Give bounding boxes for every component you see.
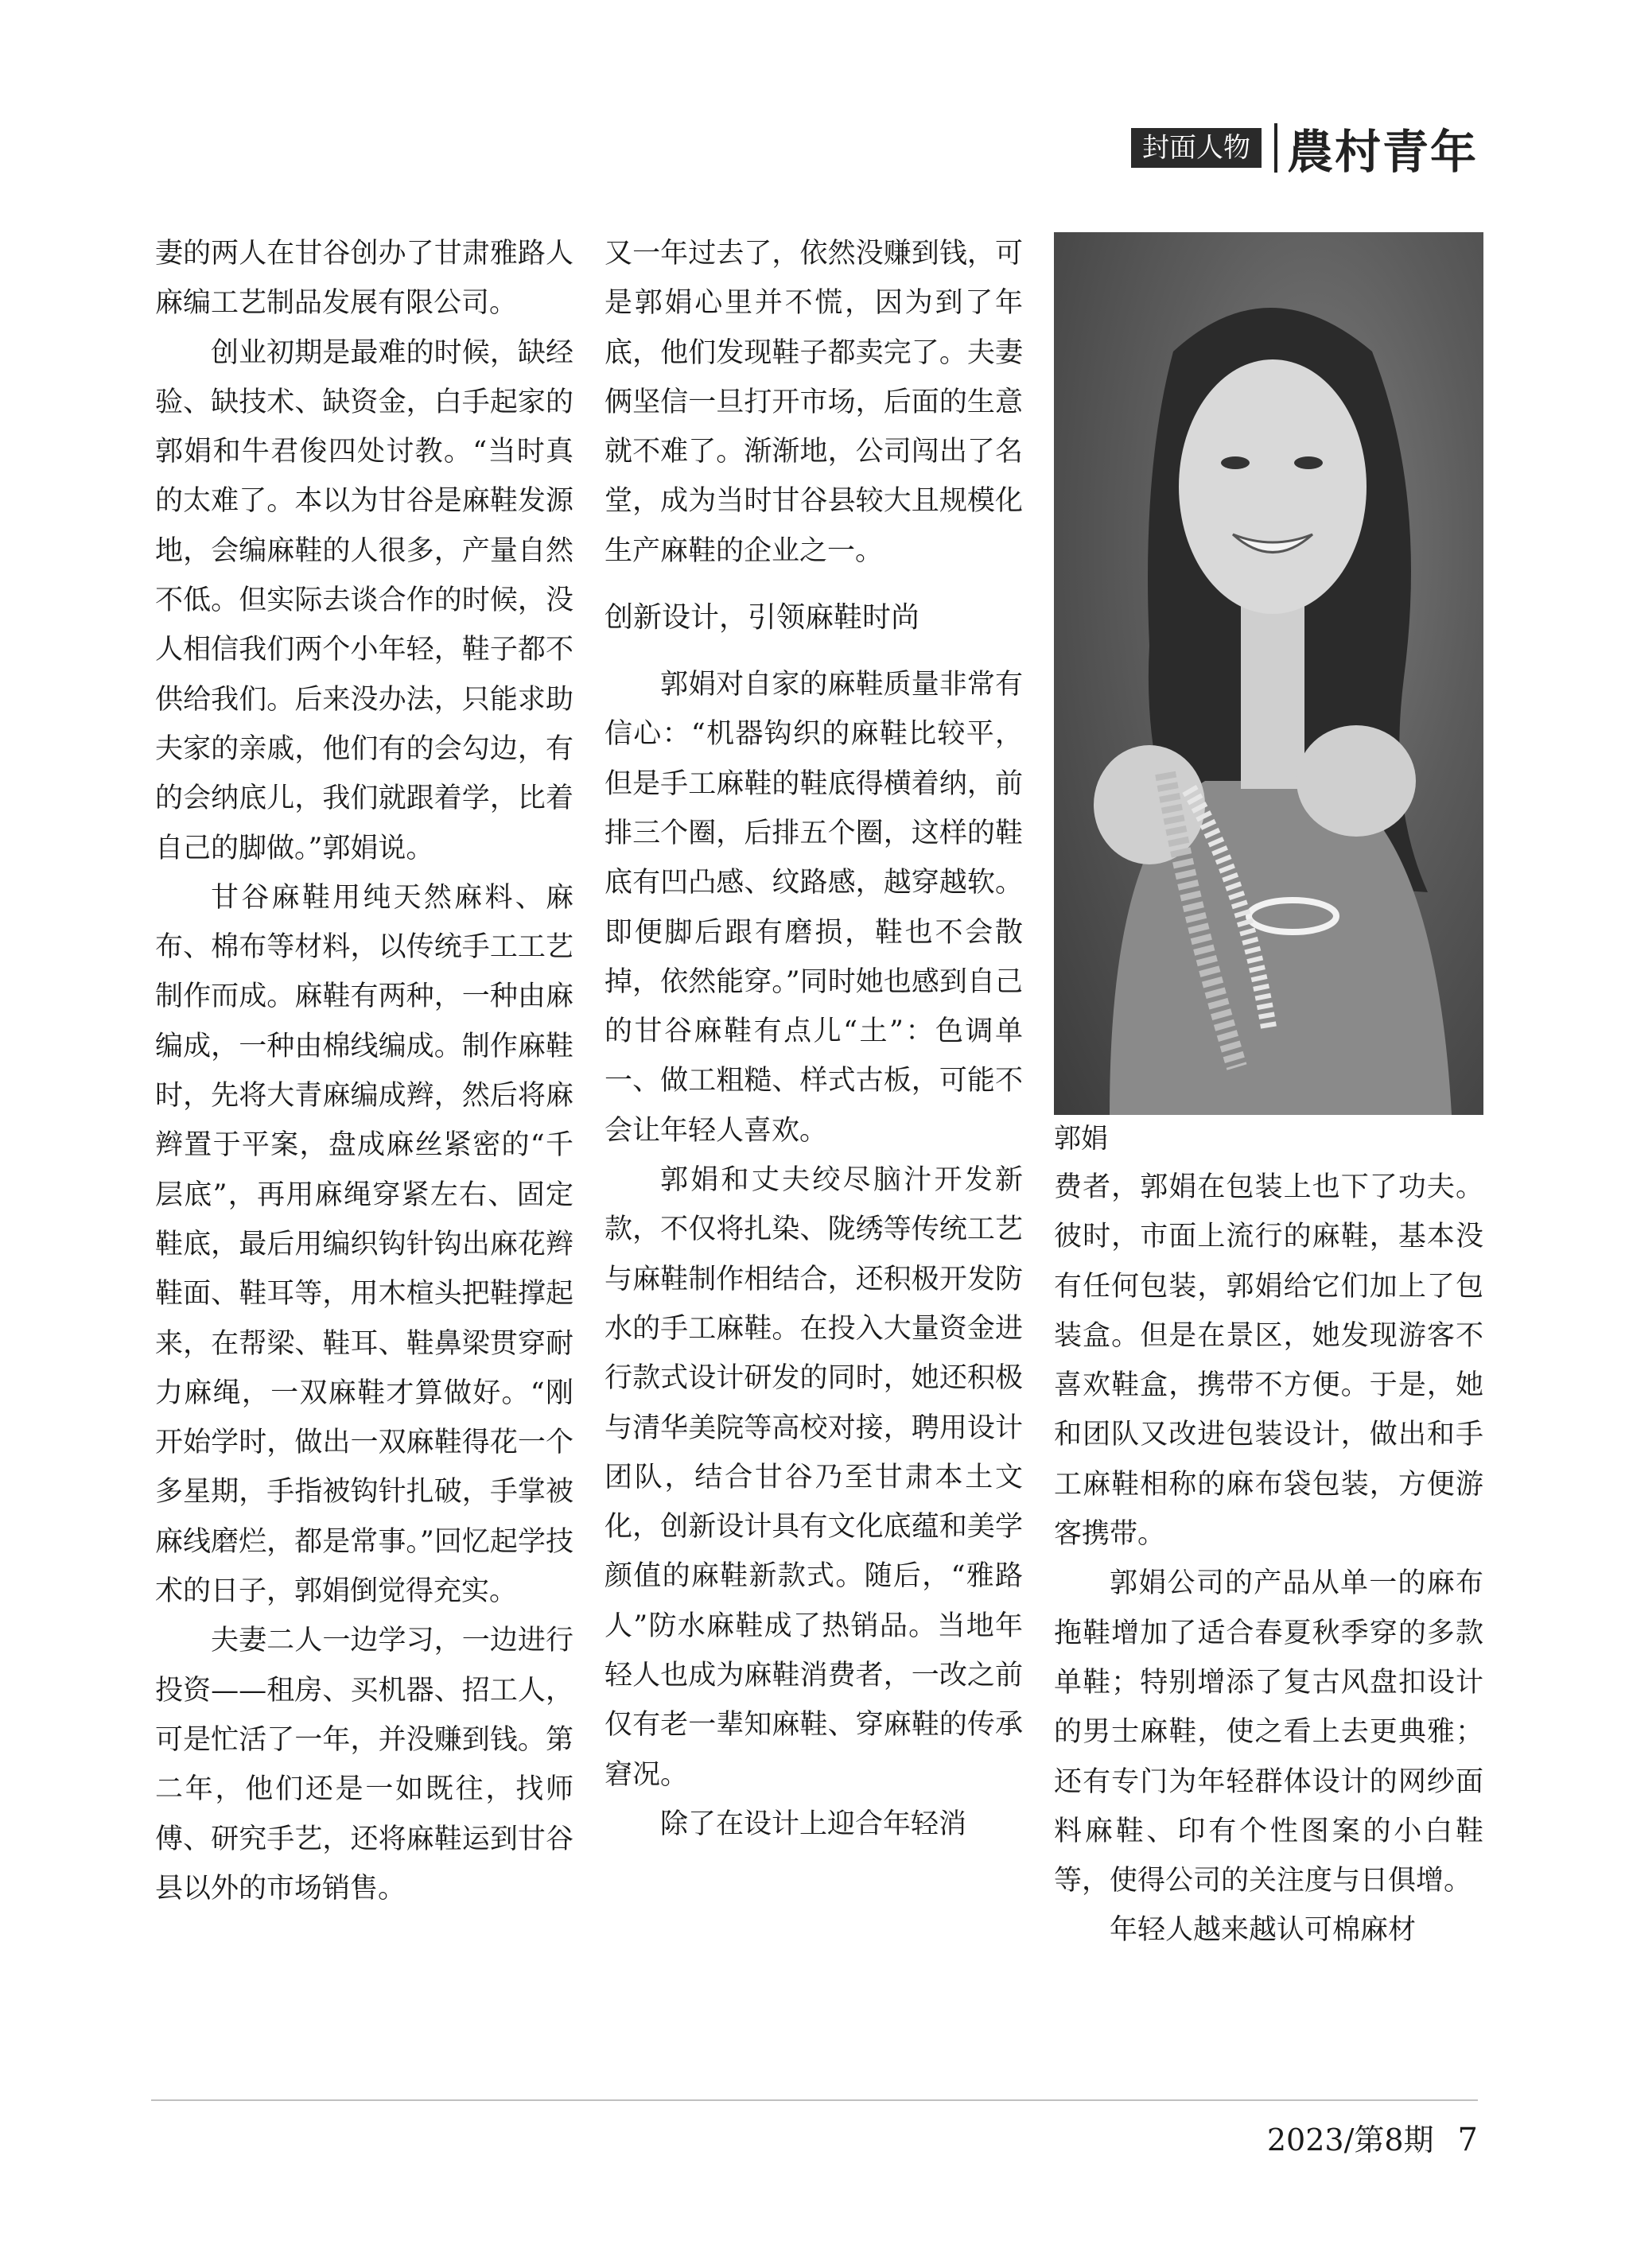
photo-caption: 郭娟 bbox=[1054, 1123, 1108, 1155]
column-3 bbox=[1054, 1163, 1483, 1955]
paragraph: 创业初期是最难的时候，缺经验、缺技术、缺资金，白手起家的郭娟和牛君俊四处讨教。“当时真的太难了。本以为甘谷是麻鞋发源地，会编麻鞋的人很多，产量自然不低。但实际去谈合作的时候，没人相信我们两个小年轻，鞋子都不供给我们。后来没办法，只能求助夫家的亲戚，他们有的会勾边，有的会纳底儿，我们就跟着学，比着自己的脚做。”郭娟说。 bbox=[155, 336, 573, 864]
section-tag: 封面人物 bbox=[1131, 128, 1262, 168]
portrait-photo bbox=[1054, 232, 1483, 1115]
paragraph: 除了在设计上迎合年轻消 bbox=[660, 1808, 967, 1840]
magazine-logo: 農村青年 bbox=[1286, 125, 1478, 179]
paragraph: 费者，郭娟在包装上也下了功夫。彼时，市面上流行的麻鞋，基本没有任何包装，郭娟给它们加上了包装盒。但是在景区，她发现游客不喜欢鞋盒，携带不方便。于是，她和团队又改进包装设计，做出和手工麻鞋相称的麻布袋包装，方便游客携带。 bbox=[1054, 1171, 1483, 1551]
page-number: 7 bbox=[1457, 2122, 1478, 2158]
paragraph: 郭娟对自家的麻鞋质量非常有信心：“机器钩织的麻鞋比较平，但是手工麻鞋的鞋底得横着纳，前排三个圈，后排五个圈，这样的鞋底有凹凸感、纹路感，越穿越软。即便脚后跟有磨损，鞋也不会散掉，依然能穿。”同时她也感到自己的甘谷麻鞋有点儿“土”：色调单一、做工粗糙、样式古板，可能不会让年轻人喜欢。 bbox=[605, 669, 1023, 1147]
paragraph: 甘谷麻鞋用纯天然麻料、麻布、棉布等材料，以传统手工工艺制作而成。麻鞋有两种，一种由麻编成，一种由棉线编成。制作麻鞋时，先将大青麻编成辫，然后将麻辫置于平案，盘成麻丝紧密的“千层底”，再用麻绳穿紧左右、固定鞋底，最后用编织钩针钩出麻花辫鞋面、鞋耳等，用木楦头把鞋撑起来，在帮梁、鞋耳、鞋鼻梁贯穿耐力麻绳，一双麻鞋才算做好。“刚开始学时，做出一双麻鞋得花一个多星期，手指被钩针扎破，手掌被麻线磨烂，都是常事。”回忆起学技术的日子，郭娟倒觉得充实。 bbox=[155, 881, 573, 1608]
footer-rule bbox=[151, 2099, 1478, 2101]
section-subheading: 创新设计，引领麻鞋时尚 bbox=[605, 601, 920, 635]
paragraph: 又一年过去了，依然没赚到钱，可是郭娟心里并不慌，因为到了年底，他们发现鞋子都卖完了。夫妻俩坚信一旦打开市场，后面的生意就不难了。渐渐地，公司闯出了名堂，成为当时甘谷县较大且规模化生产麻鞋的企业之一。 bbox=[605, 238, 1023, 567]
paragraph: 夫妻二人一边学习，一边进行投资——租房、买机器、招工人，可是忙活了一年，并没赚到钱。第二年，他们还是一如既往，找师傅、研究手艺，还将麻鞋运到甘谷县以外的市场销售。 bbox=[155, 1625, 573, 1905]
paragraph: 郭娟公司的产品从单一的麻布拖鞋增加了适合春夏秋季穿的多款单鞋；特别增添了复古风盘扣设计的男士麻鞋，使之看上去更典雅；还有专门为年轻群体设计的网纱面料麻鞋、印有个性图案的小白鞋等，使得公司的关注度与日俱增。 bbox=[1054, 1567, 1483, 1897]
page-header bbox=[1131, 119, 1478, 177]
portrait-illustration bbox=[1054, 232, 1483, 1115]
column-1 bbox=[155, 229, 573, 1913]
paragraph: 妻的两人在甘谷创办了甘肃雅路人麻编工艺制品发展有限公司。 bbox=[155, 238, 573, 320]
issue-label: 2023/第8期 bbox=[1266, 2122, 1434, 2157]
header-divider bbox=[1274, 123, 1277, 173]
page-footer bbox=[1267, 2115, 1478, 2159]
paragraph: 郭娟和丈夫绞尽脑汁开发新款，不仅将扎染、陇绣等传统工艺与麻鞋制作相结合，还积极开发防水的手工麻鞋。在投入大量资金进行款式设计研发的同时，她还积极与清华美院等高校对接，聘用设计团队，结合甘谷乃至甘肃本土文化，创新设计具有文化底蕴和美学颜值的麻鞋新款式。随后，“雅路人”防水麻鞋成了热销品。当地年轻人也成为麻鞋消费者，一改之前仅有老一辈知麻鞋、穿麻鞋的传承窘况。 bbox=[605, 1164, 1023, 1791]
paragraph: 年轻人越来越认可棉麻材 bbox=[1110, 1914, 1417, 1947]
column-2 bbox=[605, 229, 1023, 1849]
